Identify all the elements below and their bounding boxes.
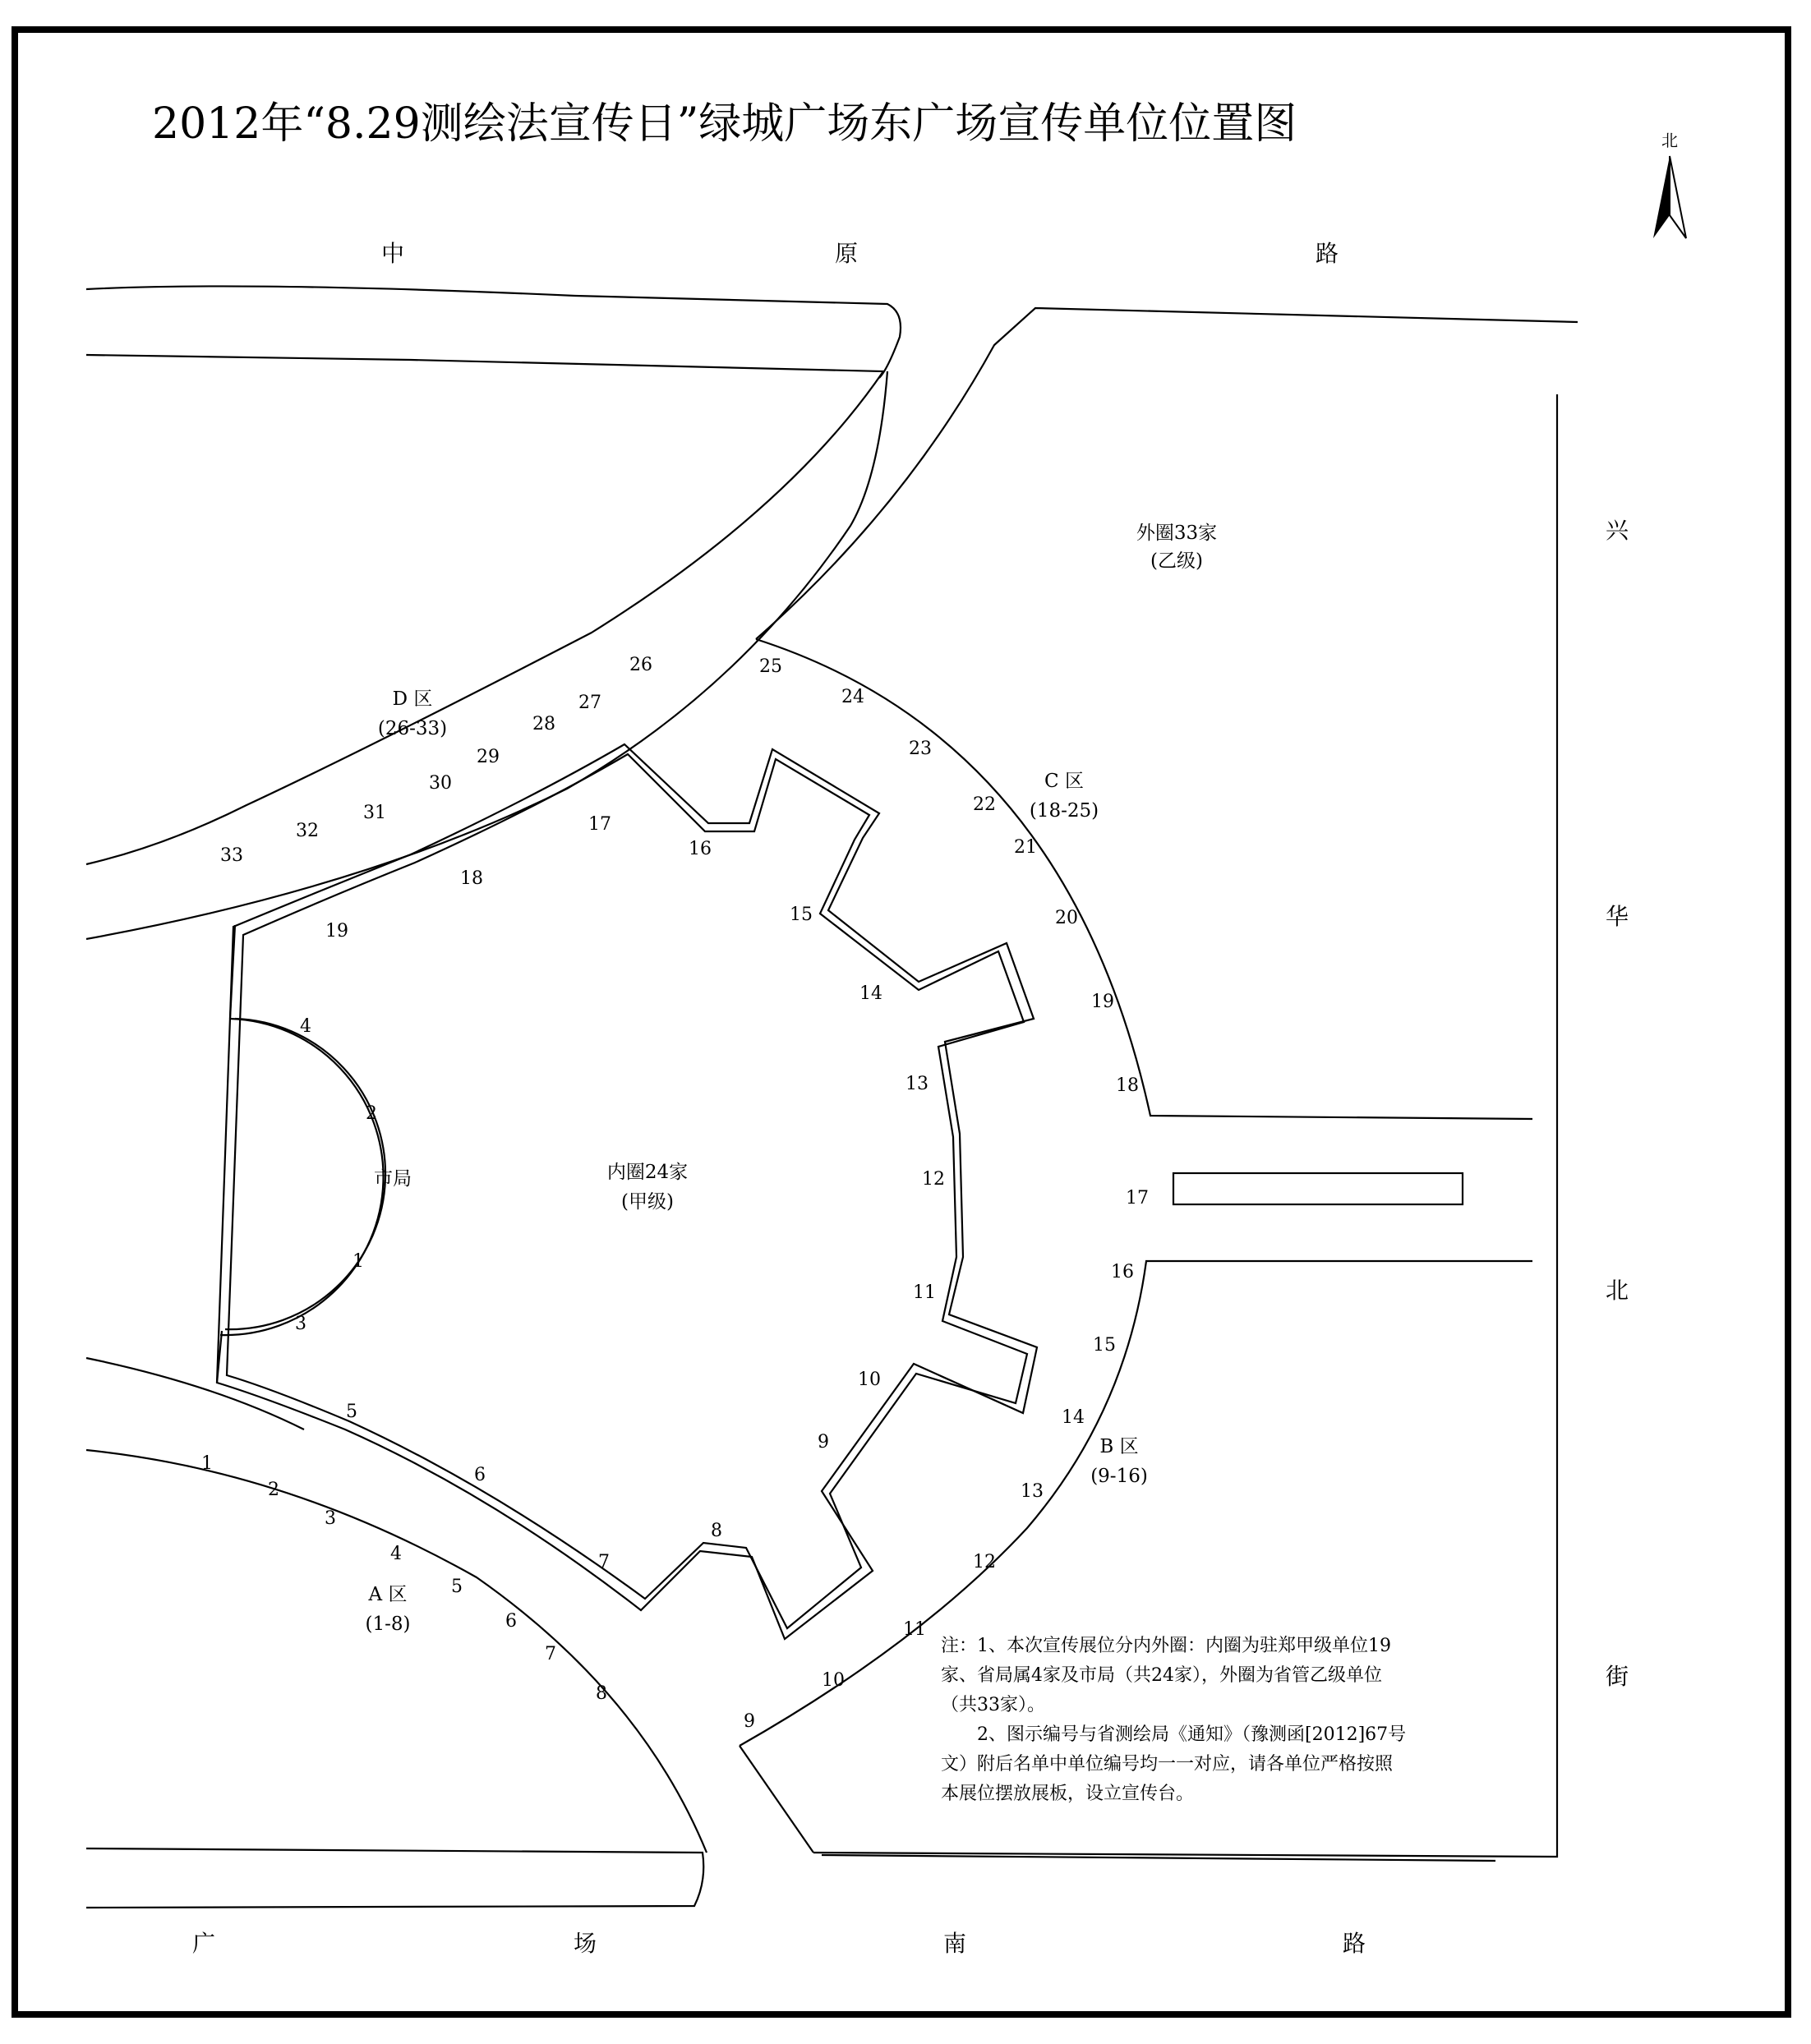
outer-booth-number: 11: [903, 1619, 926, 1640]
inner-booth-number: 19: [325, 921, 348, 941]
zone-d-range: (26-33): [377, 718, 448, 739]
inner-booth-number: 12: [922, 1169, 945, 1190]
inner-booth-number: 18: [460, 868, 483, 889]
outer-booth-number: 3: [325, 1508, 336, 1529]
north-label: 北: [1661, 131, 1678, 150]
note-line: （共33家）。: [941, 1695, 1045, 1715]
outer-booth-number: 14: [1062, 1407, 1085, 1428]
road-bottom-char: 场: [573, 1930, 597, 1957]
outer-booth-number: 13: [1021, 1481, 1044, 1502]
outer-booth-number: 21: [1014, 837, 1037, 858]
inner-booth-number: 13: [906, 1074, 929, 1094]
map-note: [941, 1636, 1406, 1804]
outer-booth-number: 6: [505, 1611, 517, 1632]
inner-booth-number: 8: [711, 1521, 722, 1541]
outer-booth-number: 4: [390, 1544, 402, 1564]
outer-booth-number: 19: [1091, 992, 1114, 1012]
outer-booth-number: 10: [822, 1670, 845, 1691]
outer-booth-number: 17: [1126, 1188, 1149, 1208]
note-line: 2、图示编号与省测绘局《通知》（豫测函[2012]67号: [941, 1724, 1407, 1745]
outer-booth-number: 7: [545, 1644, 556, 1664]
outer-booth-number: 8: [596, 1683, 607, 1704]
outer-booth-number: 30: [429, 773, 452, 794]
inner-booth-number: 7: [598, 1552, 610, 1572]
inner-booth-number: 14: [859, 983, 882, 1004]
inner-booth-numbers: [295, 814, 945, 1572]
road-bottom-char: 广: [191, 1930, 216, 1957]
outer-booth-number: 2: [268, 1480, 279, 1500]
inner-booth-number: 1: [353, 1251, 364, 1272]
outer-ring-grade: (乙级): [1150, 550, 1203, 572]
road-top-char: 中: [380, 240, 405, 267]
inner-booth-number: 4: [300, 1016, 311, 1037]
north-arrow-icon: [1653, 131, 1686, 238]
zone-a-label: A 区: [368, 1584, 408, 1605]
note-line: 注：1、本次宣传展位分内外圈：内圈为驻郑甲级单位19: [941, 1636, 1391, 1656]
zone-d-label: D 区: [392, 688, 433, 710]
outer-booth-number: 20: [1055, 908, 1078, 928]
road-bottom-char: 路: [1342, 1930, 1366, 1957]
outer-booth-number: 5: [451, 1577, 463, 1597]
outer-booth-number: 23: [909, 739, 932, 759]
inner-booth-number: 11: [913, 1282, 936, 1303]
outer-booth-number: 12: [973, 1552, 996, 1572]
road-bottom-char: 南: [942, 1930, 967, 1957]
outer-booth-number: 22: [973, 794, 996, 815]
outer-booth-number: 15: [1093, 1335, 1116, 1356]
inner-ring-label: 内圈24家: [606, 1162, 689, 1183]
outer-booth-number: 18: [1116, 1075, 1139, 1096]
outer-booth-number: 29: [477, 747, 500, 767]
zone-b-label: B 区: [1099, 1436, 1139, 1457]
map-title: 2012年“8.29测绘法宣传日”绿城广场东广场宣传单位位置图: [152, 99, 1297, 149]
road-top-char: 原: [834, 240, 859, 267]
inner-booth-number: 16: [689, 839, 712, 859]
outer-ring-label: 外圈33家: [1136, 523, 1218, 544]
outer-booth-number: 28: [532, 714, 555, 734]
inner-booth-number: 15: [790, 905, 813, 925]
outer-booth-number: 27: [578, 693, 601, 713]
inner-booth-number: 17: [588, 814, 611, 835]
road-right-char: 北: [1605, 1277, 1629, 1304]
inner-ring-grade: (甲级): [621, 1191, 674, 1213]
zone-b-range: (9-16): [1090, 1466, 1148, 1487]
outer-booth-number: 33: [220, 845, 243, 866]
road-right-char: 兴: [1605, 517, 1629, 544]
inner-booth-number: 3: [295, 1314, 306, 1334]
inner-booth-number: 6: [474, 1465, 486, 1485]
zone-c-label: C 区: [1044, 771, 1084, 792]
outer-booth-number: 9: [744, 1711, 755, 1732]
zone-a-range: (1-8): [365, 1614, 411, 1635]
zone-c-range: (18-25): [1029, 800, 1099, 822]
outer-booth-number: 16: [1111, 1262, 1134, 1282]
note-line: 本展位摆放展板，设立宣传台。: [941, 1784, 1195, 1804]
inner-booth-number: 10: [858, 1370, 881, 1390]
road-top-char: 路: [1315, 240, 1339, 267]
inner-booth-number: 5: [346, 1402, 357, 1422]
road-right-char: 街: [1605, 1663, 1629, 1690]
outer-booth-number: 26: [629, 655, 652, 675]
outer-booth-number: 32: [296, 821, 319, 841]
note-line: 文）附后名单中单位编号均一一对应，请各单位严格按照: [941, 1754, 1394, 1775]
inner-booth-number: 2: [366, 1103, 377, 1124]
outer-booth-number: 1: [201, 1453, 213, 1474]
outer-booth-number: 24: [841, 687, 864, 707]
road-lines: [86, 286, 1578, 1908]
outer-booth-number: 31: [363, 803, 386, 823]
city-bureau-label: 市局: [374, 1168, 412, 1190]
road-right-char: 华: [1605, 903, 1629, 930]
outer-booth-number: 25: [759, 656, 782, 677]
inner-booth-number: 9: [818, 1432, 829, 1452]
note-line: 家、省局属4家及市局（共24家），外圈为省管乙级单位: [941, 1665, 1382, 1686]
